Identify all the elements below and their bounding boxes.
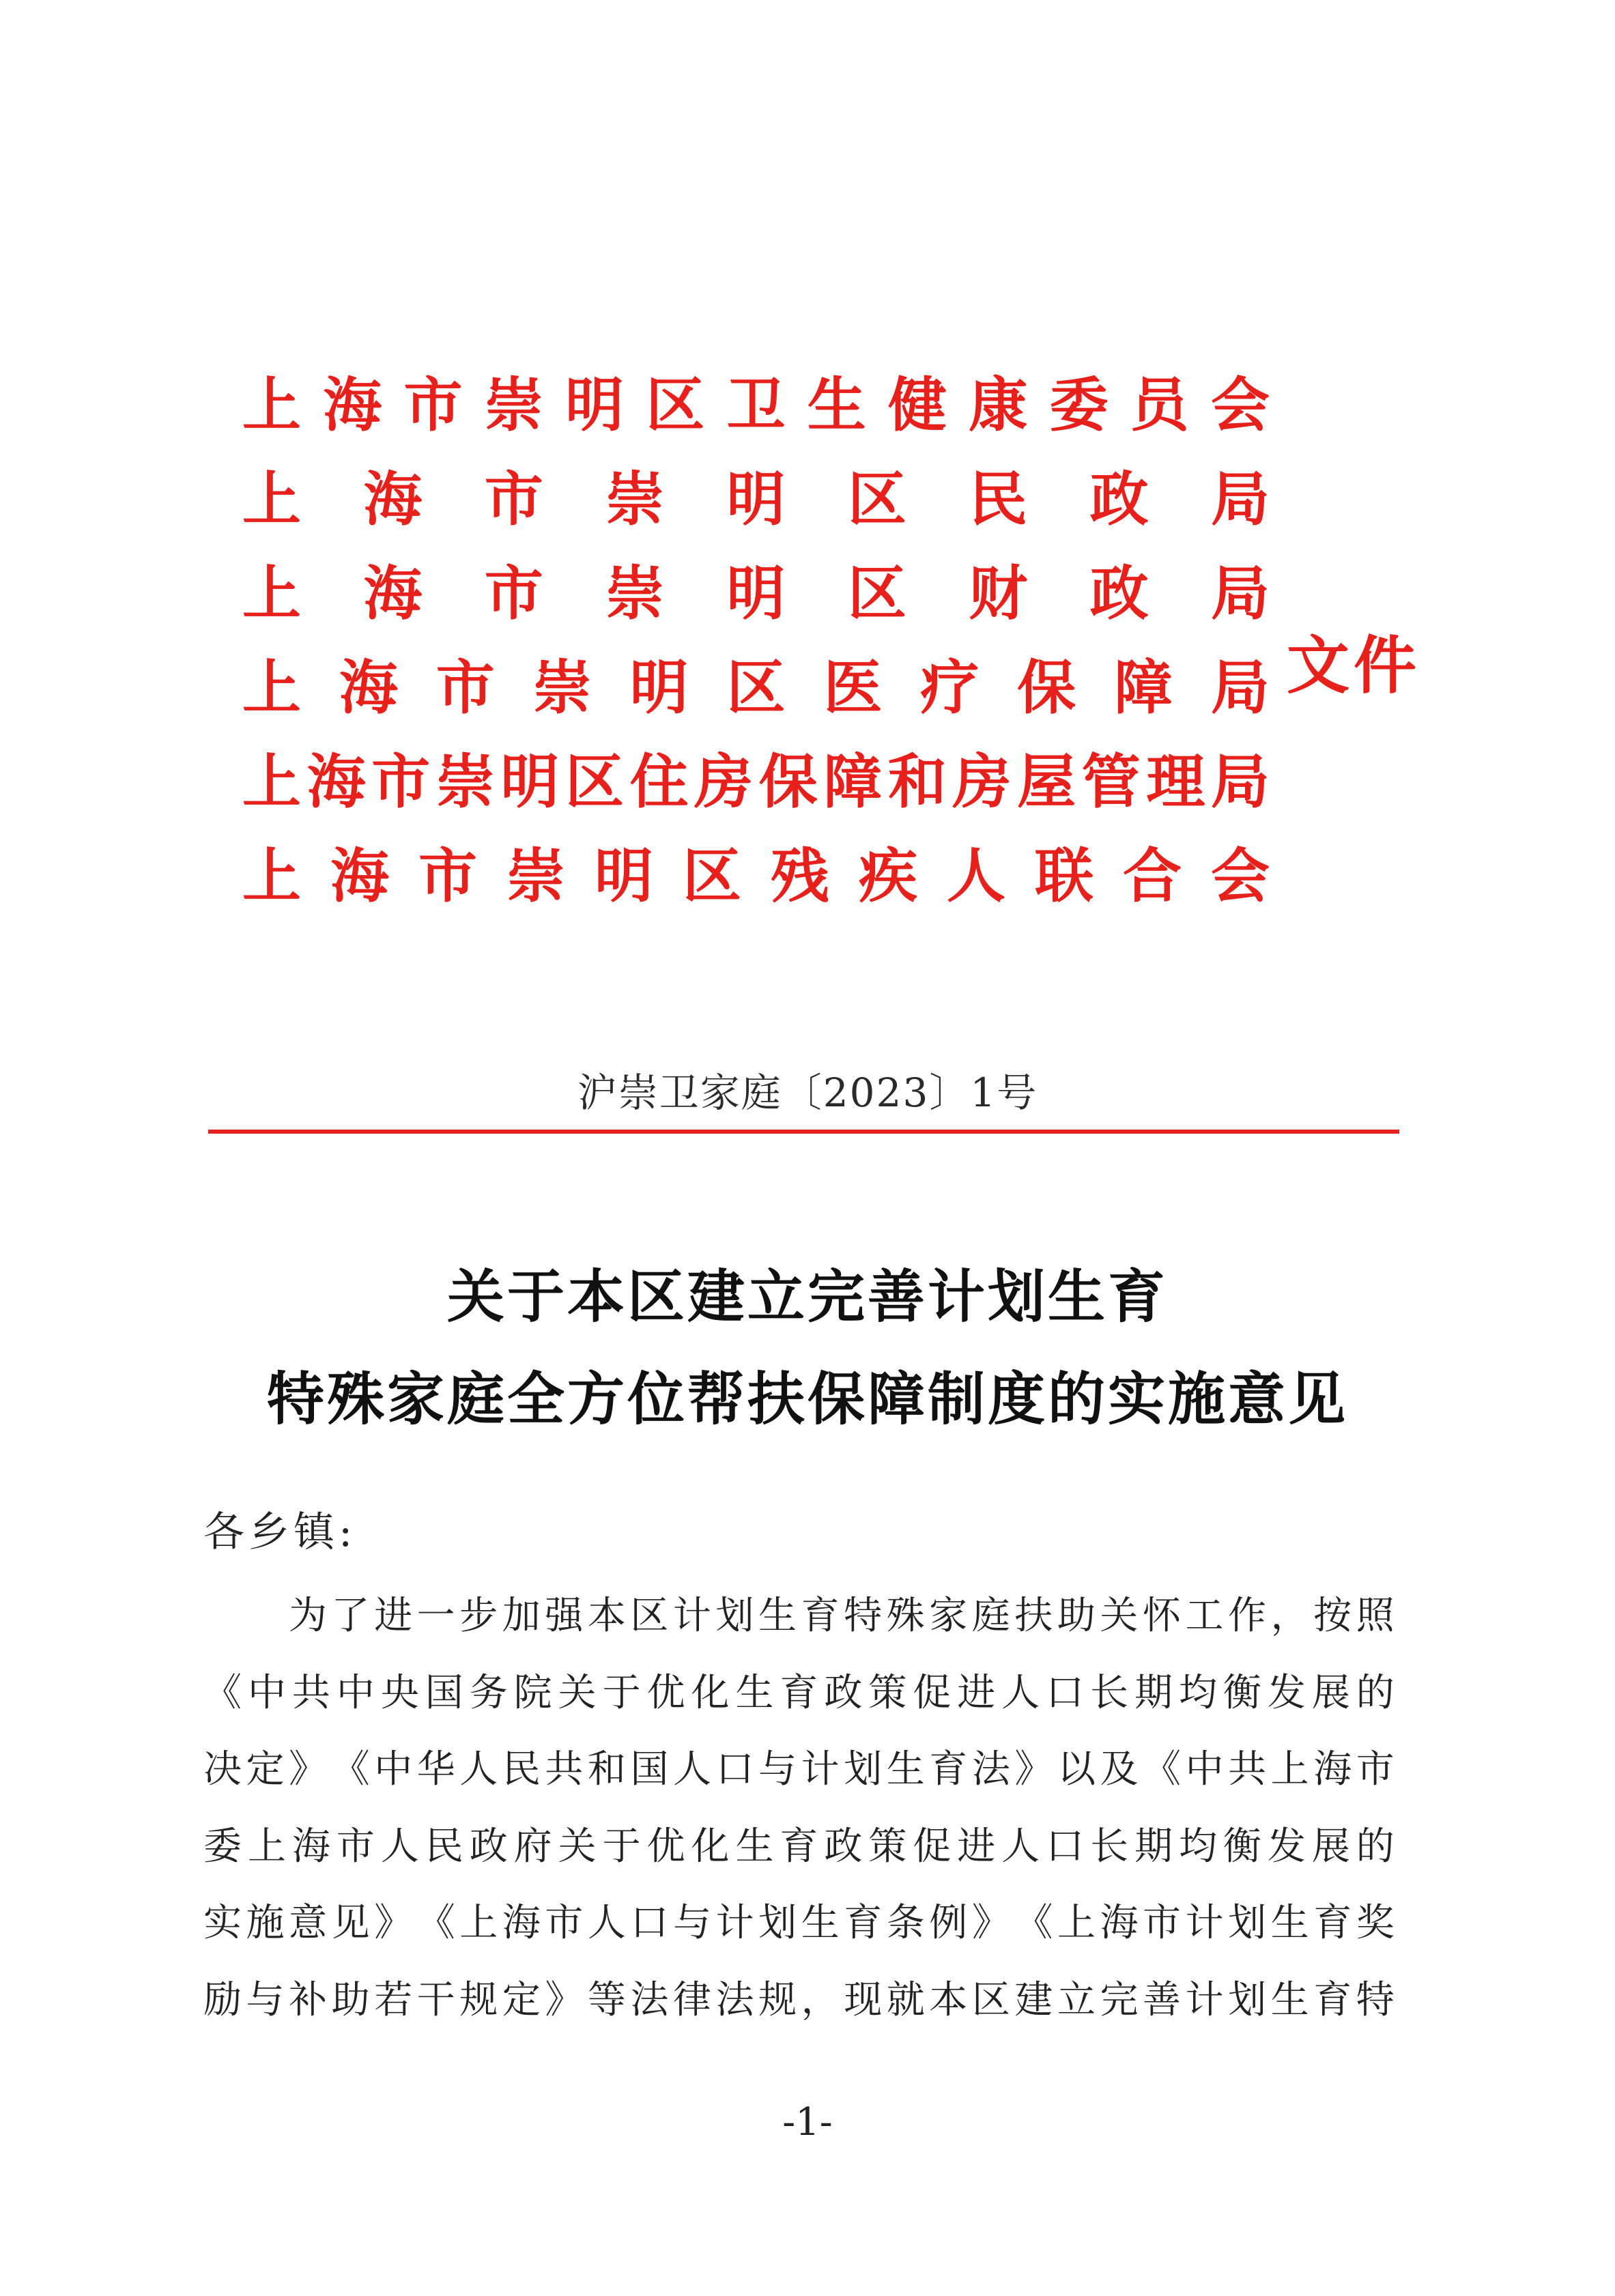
body-line: 委 上 海 市 人 民 政 府 关 于 优 化 生 育 政 策 促 进 人 口 长 期 均 衡 发 展 的 bbox=[203, 1824, 1395, 1869]
organization-line: 上 海 市 崇 明 区 医 疗 保 障 局 bbox=[242, 654, 1270, 722]
document-number: 沪崇卫家庭〔2023〕1号 bbox=[577, 1070, 1038, 1116]
organization-line: 上 海 市 崇 明 区 卫 生 健 康 委 员 会 bbox=[242, 371, 1270, 440]
organization-line: 上 海 市 崇 明 区 财 政 局 bbox=[242, 560, 1270, 628]
body-line: 励 与 补 助 若 干 规 定 》 等 法 律 法 规 ， 现 就 本 区 建 立 完 善 计 划 生 育 特 bbox=[203, 1977, 1395, 2022]
salutation: 各乡镇: bbox=[203, 1508, 357, 1556]
organization-line: 上 海 市 崇 明 区 住 房 保 障 和 房 屋 管 理 局 bbox=[242, 748, 1270, 816]
organization-line: 上 海 市 崇 明 区 民 政 局 bbox=[242, 465, 1270, 534]
document-title bbox=[0, 1246, 1615, 1450]
body-line: 决 定 》 《 中 华 人 民 共 和 国 人 口 与 计 划 生 育 法 》 以 及 《 中 共 上 海 市 bbox=[203, 1747, 1395, 1792]
body-line: 为 了 进 一 步 加 强 本 区 计 划 生 育 特 殊 家 庭 扶 助 关 怀 工 作 ， 按 照 bbox=[289, 1594, 1395, 1639]
issuing-organizations bbox=[242, 358, 1270, 923]
red-divider bbox=[208, 1130, 1399, 1134]
page-number: -1- bbox=[782, 2100, 833, 2144]
body-line: 《 中 共 中 央 国 务 院 关 于 优 化 生 育 政 策 促 进 人 口 长 期 均 衡 发 展 的 bbox=[203, 1670, 1395, 1715]
body-line: 实 施 意 见 》 《 上 海 市 人 口 与 计 划 生 育 条 例 》 《 上 海 市 计 划 生 育 奖 bbox=[203, 1901, 1395, 1946]
document-type-suffix: 文件 bbox=[1287, 629, 1421, 702]
body-paragraph bbox=[203, 1578, 1395, 2039]
title-line-2: 特殊家庭全方位帮扶保障制度的实施意见 bbox=[266, 1365, 1348, 1433]
title-line-1: 关于本区建立完善计划生育 bbox=[446, 1263, 1168, 1330]
organization-line: 上 海 市 崇 明 区 残 疾 人 联 合 会 bbox=[242, 842, 1270, 910]
